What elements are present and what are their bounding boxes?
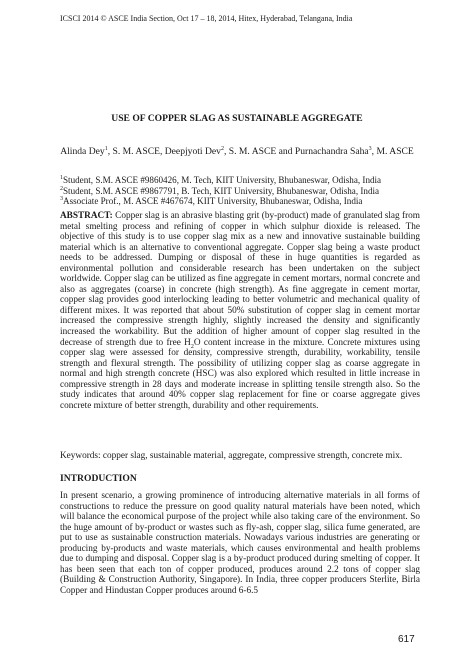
- affiliation-number: 3: [60, 196, 63, 203]
- affiliation: [60, 196, 381, 207]
- abstract-label: ABSTRACT:: [60, 211, 113, 221]
- author-membership: , M. ASCE: [371, 146, 414, 157]
- abstract-text: Copper slag is an abrasive blasting grit (by-product) made of granulated slag from metal smelting process and refining of copper in which sulphur dioxide is released. The objective of this study is to use copper slag mix as a new and innovative sustainable building material which is an alternative to conventional aggregate. Copper slag being a waste product needs to be addressed. Dumping or disposal of these in huge quantities is regarded as environmental pollution and considerable research has been undertaken on the subject worldwide. Copper slag can be utilized as fine aggregate in cement mortars, normal concrete and also as aggregates (coarse) in concrete (high strength). As fine aggregate in cement mortar, copper slag provides good interlocking leading to better volumetric and mechanical quality of different mixes. It was reported that about 50% substitution of copper slag in cement mortar increased the compressive strength highly, slightly increased the density and significantly increased the workability. But the addition of higher amount of copper slag resulted in the decrease of strength due to free H: [60, 211, 420, 348]
- affiliation-number: 2: [60, 185, 63, 192]
- affiliations: [60, 175, 381, 207]
- keywords: Keywords: copper slag, sustainable material, aggregate, compressive strength, concrete mix.: [60, 451, 403, 461]
- author-affil-mark: 1: [104, 145, 108, 152]
- author-name: Alinda Dey: [60, 146, 105, 157]
- author-name: Purnachandra Saha: [294, 146, 369, 157]
- affiliation-text: Student, S.M. ASCE #9867791, B. Tech, KIIT University, Bhubaneswar, Odisha, India: [63, 185, 380, 196]
- author-affil-mark: 2: [220, 145, 224, 152]
- author-membership: , S. M. ASCE,: [107, 146, 165, 157]
- paper-title: USE OF COPPER SLAG AS SUSTAINABLE AGGREGATE: [111, 113, 363, 124]
- affiliation-number: 1: [60, 174, 63, 181]
- author-affil-mark: 3: [368, 145, 372, 152]
- abstract: [60, 211, 420, 411]
- page-number: 617: [398, 634, 415, 645]
- affiliation-text: Student, S.M. ASCE #9860426, M. Tech, KIIT University, Bhubaneswar, Odisha, India: [63, 175, 382, 185]
- introduction-text: In present scenario, a growing prominence of introducing alternative materials in all forms of constructions to reduce the pressure on good quality natural materials have been noted, which will balance the economical purpose of the project while also taking care of the environment. So the huge amount of by-product or wastes such as fly-ash, copper slag, silica fume generated, are put to use as sustainable construction materials. Nowadays various industries are generating or producing by-products and waste materials, which causes environmental and health problems due to dumping and disposal. Copper slag is a by-product produced during smelting of copper. It has been seen that each ton of copper produced, produces around 2.2 tons of copper slag (Building & Construction Authority, Singapore). In India, three copper producers Sterlite, Birla Copper and Hindustan Copper produces around 6-6.5: [60, 491, 420, 596]
- author-name: Deepjyoti Dev: [164, 146, 221, 157]
- formula-subscript: 2: [190, 343, 194, 350]
- author-membership: , S. M. ASCE and: [223, 146, 295, 157]
- section-heading-introduction: INTRODUCTION: [60, 473, 137, 484]
- affiliation-text: Associate Prof., M. ASCE #467674, KIIT University, Bhubaneswar, Odisha, India: [63, 196, 363, 207]
- affiliation: [60, 175, 381, 186]
- running-head: ICSCI 2014 © ASCE India Section, Oct 17 – 18, 2014, Hitex, Hyderabad, Telangana, India: [60, 14, 353, 23]
- abstract-text-continued: O content increase in the mixture. Concrete mixtures using copper slag were assessed for density, compressive strength, durability, workability, tensile strength and flexural strength. The possibility of utilizing copper slag as coarse aggregate in normal and high strength concrete (HSC) was also explored which resulted in little increase in compressive strength in 28 days and moderate increase in splitting tensile strength also. So the study indicates that around 40% copper slag replacement for fine or coarse aggregate gives concrete mixture of better strength, durability and other requirements.: [60, 337, 420, 411]
- affiliation: [60, 186, 381, 197]
- author-line: [0, 146, 474, 158]
